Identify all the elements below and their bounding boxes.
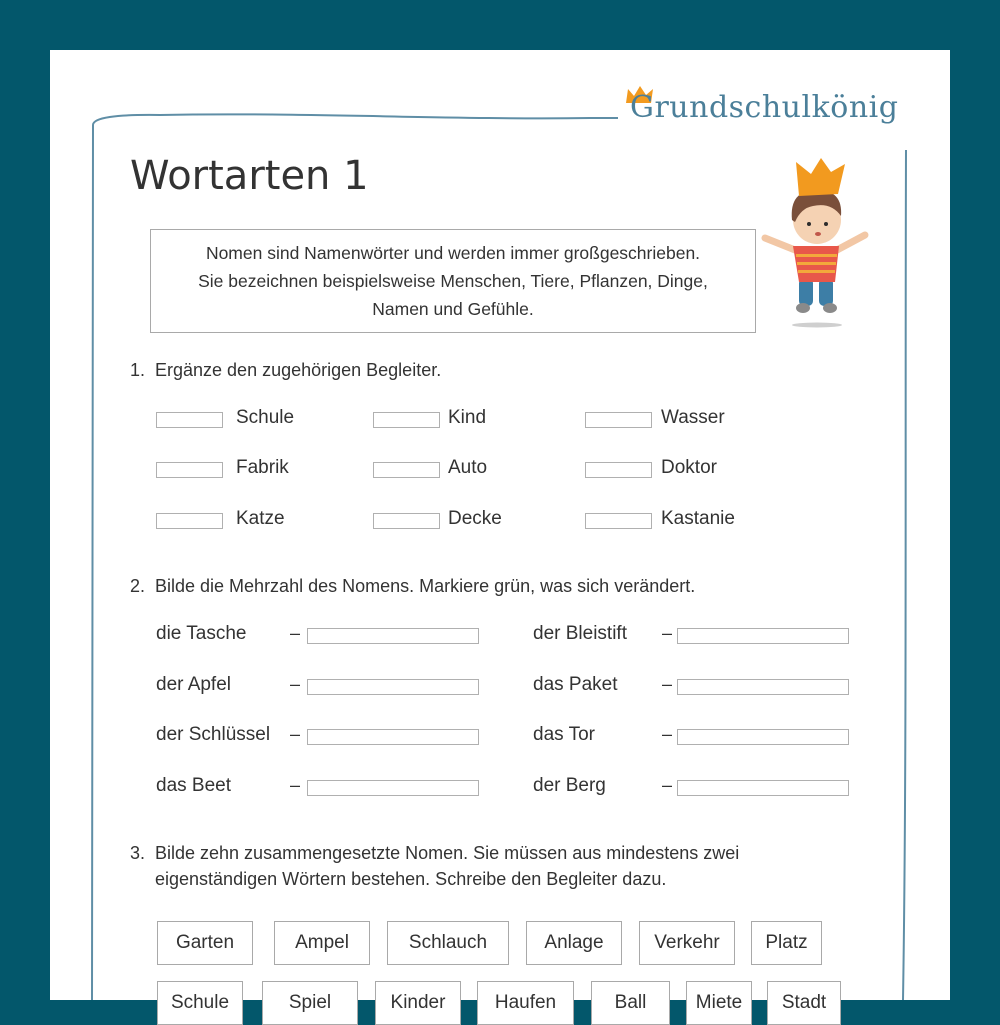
word-chip[interactable]: Stadt xyxy=(767,981,841,1025)
task-number: 2. xyxy=(130,576,146,596)
plural-blank-5[interactable] xyxy=(307,729,479,745)
article-blank-2[interactable] xyxy=(373,412,440,428)
noun-word: Kastanie xyxy=(661,508,735,529)
plural-blank-2[interactable] xyxy=(677,628,849,644)
info-line: Namen und Gefühle. xyxy=(372,299,534,319)
plural-blank-4[interactable] xyxy=(677,679,849,695)
dash: – xyxy=(662,674,673,694)
word-chip[interactable]: Anlage xyxy=(526,921,622,965)
plural-blank-6[interactable] xyxy=(677,729,849,745)
task-2-instruction xyxy=(130,573,695,599)
noun-word: Decke xyxy=(448,508,502,529)
task-3-instruction xyxy=(130,840,739,892)
task-number: 1. xyxy=(130,360,146,380)
article-blank-4[interactable] xyxy=(156,462,223,478)
word-chip[interactable]: Schule xyxy=(157,981,243,1025)
plural-blank-3[interactable] xyxy=(307,679,479,695)
singular-noun: der Berg xyxy=(533,775,606,796)
noun-word: Auto xyxy=(448,457,488,478)
task-1-instruction xyxy=(130,357,441,383)
noun-word: Schule xyxy=(236,407,295,428)
dash: – xyxy=(290,674,301,694)
singular-noun: das Tor xyxy=(533,724,595,745)
info-line: Nomen sind Namenwörter und werden immer großgeschrieben. xyxy=(205,243,701,263)
article-blank-7[interactable] xyxy=(156,513,223,529)
worksheet-page xyxy=(50,50,950,1013)
word-chip[interactable]: Schlauch xyxy=(387,921,509,965)
word-chip[interactable]: Verkehr xyxy=(639,921,735,965)
info-box xyxy=(150,229,756,333)
singular-noun: der Apfel xyxy=(156,674,231,695)
info-line: Sie bezeichnen beispielsweise Menschen, Tiere, Pflanzen, Dinge, xyxy=(198,271,708,291)
singular-noun: der Bleistift xyxy=(533,623,627,644)
plural-blank-8[interactable] xyxy=(677,780,849,796)
page-title: Wortarten 1 xyxy=(130,153,369,199)
article-blank-9[interactable] xyxy=(585,513,652,529)
task-text: Bilde die Mehrzahl des Nomens. Markiere grün, was sich verändert. xyxy=(155,576,696,596)
dash: – xyxy=(290,724,301,744)
word-chip[interactable]: Platz xyxy=(751,921,822,965)
word-chip[interactable]: Kinder xyxy=(375,981,461,1025)
brand-logo: Grundschulkönig xyxy=(630,90,899,125)
article-blank-3[interactable] xyxy=(585,412,652,428)
dash: – xyxy=(290,623,301,643)
noun-word: Fabrik xyxy=(236,457,289,478)
dash: – xyxy=(662,724,673,744)
word-chip[interactable]: Ball xyxy=(591,981,670,1025)
boy-with-crown-illustration xyxy=(755,150,875,330)
word-chip[interactable]: Ampel xyxy=(274,921,370,965)
noun-word: Kind xyxy=(448,407,487,428)
task-text: Ergänze den zugehörigen Begleiter. xyxy=(155,360,442,380)
singular-noun: das Paket xyxy=(533,674,618,695)
article-blank-1[interactable] xyxy=(156,412,223,428)
task-text: eigenständigen Wörtern bestehen. Schreibe den Begleiter dazu. xyxy=(155,869,667,889)
task-text: Bilde zehn zusammengesetzte Nomen. Sie müssen aus mindestens zwei xyxy=(155,843,740,863)
word-chip[interactable]: Garten xyxy=(157,921,253,965)
noun-word: Doktor xyxy=(661,457,717,478)
word-chip[interactable]: Miete xyxy=(686,981,752,1025)
word-chip[interactable]: Spiel xyxy=(262,981,358,1025)
noun-word: Katze xyxy=(236,508,285,529)
noun-word: Wasser xyxy=(661,407,725,428)
singular-noun: die Tasche xyxy=(156,623,247,644)
singular-noun: das Beet xyxy=(156,775,231,796)
singular-noun: der Schlüssel xyxy=(156,724,271,745)
dash: – xyxy=(290,775,301,795)
article-blank-6[interactable] xyxy=(585,462,652,478)
dash: – xyxy=(662,775,673,795)
article-blank-5[interactable] xyxy=(373,462,440,478)
task-number: 3. xyxy=(130,843,146,863)
word-chip[interactable]: Haufen xyxy=(477,981,574,1025)
dash: – xyxy=(662,623,673,643)
plural-blank-1[interactable] xyxy=(307,628,479,644)
article-blank-8[interactable] xyxy=(373,513,440,529)
plural-blank-7[interactable] xyxy=(307,780,479,796)
